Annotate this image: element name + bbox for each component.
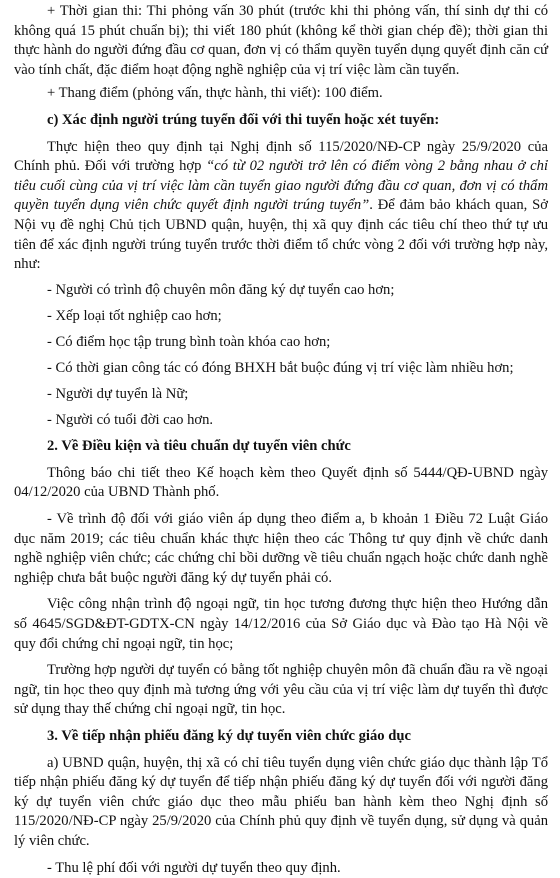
section-2-paragraph-3: Việc công nhận trình độ ngoại ngữ, tin học tương đương thực hiện theo Hướng dẫn số 4645/SGD&ĐT-GDTX-CN ngày 14/12/2016 của Sở Giáo dục và Đào tạo Hà Nội về quy đổi chứng chỉ ngoại ngữ, tin học; [14,596,548,652]
list-item: - Người có trình độ chuyên môn đăng ký dự tuyển cao hơn; [47,281,395,298]
section-c-heading: c) Xác định người trúng tuyển đối với thi tuyển hoặc xét tuyển: [47,111,440,128]
section-2-paragraph-2: - Về trình độ đối với giáo viên áp dụng theo điểm a, b khoản 1 Điều 72 Luật Giáo dục năm 2019; các tiêu chuẩn khác thực hiện theo các Thông tư quy định về chức danh nghề nghiệp viên chức; các chứng chỉ bồi dưỡng về tiêu chuẩn ngạch hoặc chức danh nghề nghiệp chưa bắt buộc người đăng ký dự tuyển phải có. [14,511,548,586]
list-item: - Xếp loại tốt nghiệp cao hơn; [47,307,222,324]
section-c-paragraph [14,138,548,275]
list-item: - Người dự tuyển là Nữ; [47,386,189,403]
exam-time-paragraph: + Thời gian thi: Thi phỏng vấn 30 phút (trước khi thi phỏng vấn, thí sinh dự thi có không quá 15 phút chuẩn bị); thi viết 180 phút (không kể thời gian chép đề); thời gian thi thực hành do người đứng đầu cơ quan, đơn vị có thẩm quyền tuyển dụng quyết định căn cứ vào tính chất, đặc điểm hoạt động nghề nghiệp của vị trí việc làm cần tuyển. [14,3,548,78]
priority-criteria-list [14,281,548,431]
section-2-heading: 2. Về Điều kiện và tiêu chuẩn dự tuyển viên chức [47,438,351,455]
score-scale-paragraph: + Thang điểm (phỏng vấn, thực hành, thi viết): 100 điểm. [47,85,383,102]
section-c-text-b: . Để đảm bảo khách quan, Sở Nội vụ đề nghị Chủ tịch UBND quận, huyện, thị xã quy định các tiêu chí theo thứ tự ưu tiên để xác định người trúng tuyển trước thời điểm tổ chức vòng 2 đối với trường hợp này, như: [14,197,549,273]
list-item: - Có thời gian công tác có đóng BHXH bắt buộc đúng vị trí việc làm nhiều hơn; [47,360,514,376]
section-c-text-a: Thực hiện theo quy định tại Nghị định số 115/2020/NĐ-CP ngày 25/9/2020 của Chính phủ. Đối với trường hợp [14,138,548,175]
list-item: - Có điểm học tập trung bình toàn khóa cao hơn; [47,333,331,350]
section-2-paragraph-4: Trường hợp người dự tuyển có bằng tốt nghiệp chuyên môn đã chuẩn đầu ra về ngoại ngữ, tin học theo quy định mà tương ứng với yêu cầu của vị trí việc làm dự tuyển thì được sử dụng thay thế chứng chỉ ngoại ngữ, tin học. [14,662,548,718]
section-3-paragraph-fee: - Thu lệ phí đối với người dự tuyển theo quy định. [47,859,341,876]
section-2-paragraph-1: Thông báo chi tiết theo Kế hoạch kèm theo Quyết định số 5444/QĐ-UBND ngày 04/12/2020 của UBND Thành phố. [14,464,548,501]
section-c-quote: “có từ 02 người trở lên có điểm vòng 2 bằng nhau ở chỉ tiêu cuối cùng của vị trí việc làm cần tuyển giao người đứng đầu cơ quan, đơn vị có thẩm quyền tuyển dụng viên chức quyết định người trúng tuyển” [14,158,549,214]
section-3-heading: 3. Về tiếp nhận phiếu đăng ký dự tuyển viên chức giáo dục [47,728,411,744]
list-item: - Người có tuổi đời cao hơn. [47,412,214,429]
section-3-paragraph-a: a) UBND quận, huyện, thị xã có chỉ tiêu tuyển dụng viên chức giáo dục thành lập Tổ tiếp nhận phiếu đăng ký dự tuyển để tiếp nhận phiếu đăng ký dự tuyển đối với người đăng ký dự tuyển viên chức giáo dục theo mẫu phiếu ban hành kèm theo Nghị định số 115/2020/NĐ-CP ngày 25/9/2020 của Chính phủ quy định về tuyển dụng, sử dụng và quản lý viên chức. [14,754,548,849]
